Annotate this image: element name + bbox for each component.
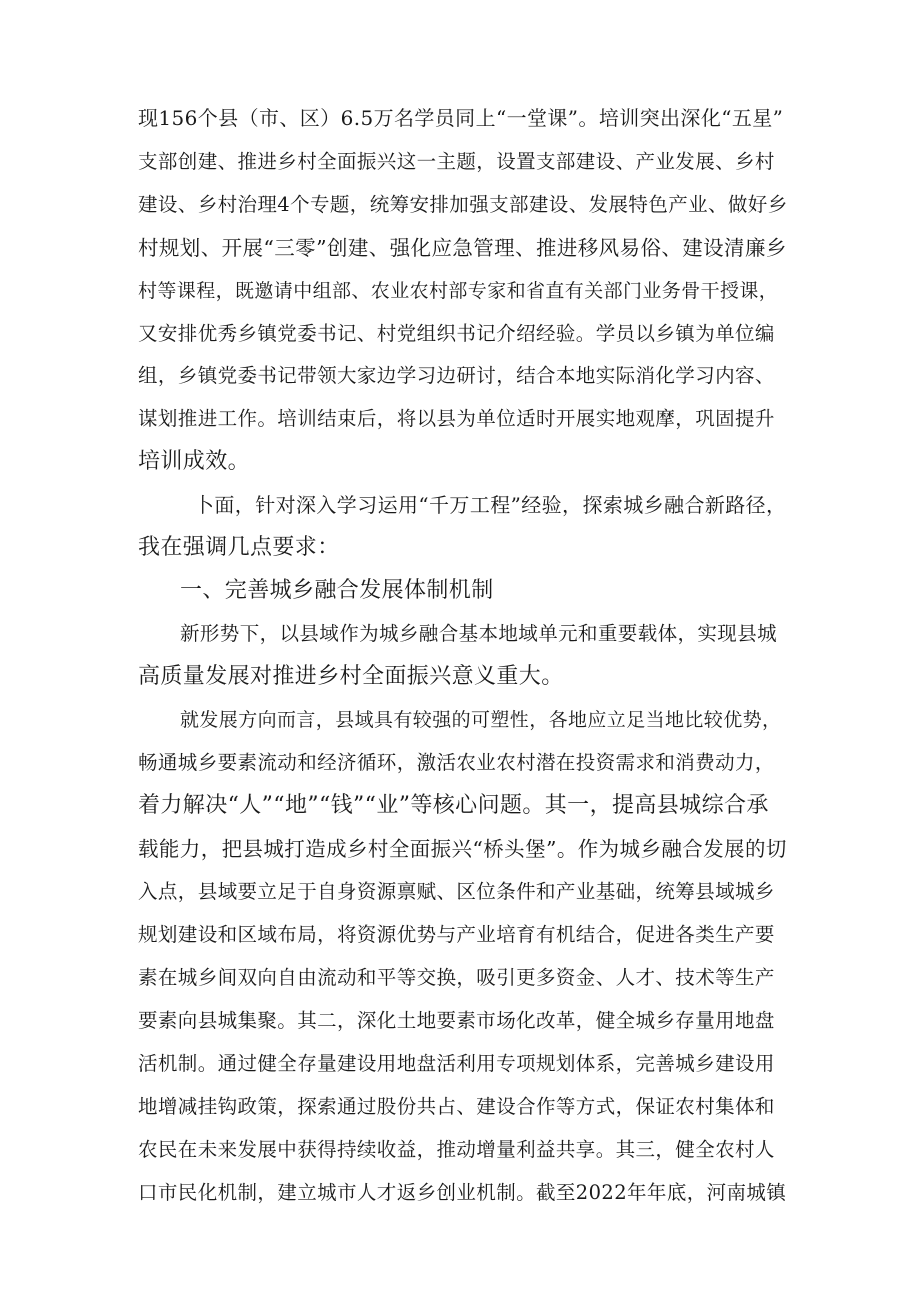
text-line: 着力解决“人”“地”“钱”“业”等核心问题。其一，提高县城综合承 <box>138 793 769 818</box>
text-line: 组，乡镇党委书记带领大家边学习边研讨，结合本地实际消化学习内容、 <box>138 364 775 387</box>
text-line: 培训成效。 <box>138 449 251 474</box>
text-line: 素在城乡间双向自由流动和平等交换，吸引更多资金、人才、技术等生产 <box>138 966 775 989</box>
text-line: 口市民化机制，建立城市人才返乡创业机制。截至2022年年底，河南城镇 <box>138 1181 787 1204</box>
text-line: 又安排优秀乡镇党委书记、村党组织书记介绍经验。学员以乡镇为单位编 <box>138 322 775 345</box>
section-heading: 一、完善城乡融合发展体制机制 <box>180 578 494 603</box>
text-line: 谋划推进工作。培训结束后，将以县为单位适时开展实地观摩，巩固提升 <box>138 407 775 430</box>
text-line: 建设、乡村治理4个专题，统筹安排加强支部建设、发展特色产业、做好乡 <box>138 193 788 216</box>
text-line: 我在强调几点要求： <box>138 535 340 560</box>
text-line: 村规划、开展“三零”创建、强化应急管理、推进移风易俗、建设清廉乡 <box>138 236 787 260</box>
text-line: 农民在未来发展中获得持续收益，推动增量利益共享。其三，健全农村人 <box>138 1138 775 1161</box>
paragraph-first-line: 新形势下，以县域作为城乡融合基本地域单元和重要载体，实现县城 <box>180 622 778 645</box>
text-line: 现156个县（市、区）6.5万名学员同上“一堂课”。培训突出深化“五星” <box>138 106 784 130</box>
text-line: 地增减挂钩政策，探索通过股份共占、建设合作等方式，保证农村集体和 <box>138 1095 775 1118</box>
text-line: 高质量发展对推进乡村全面振兴意义重大。 <box>138 664 564 689</box>
text-line: 畅通城乡要素流动和经济循环，激活农业农村潜在投资需求和消费动力， <box>138 751 775 774</box>
text-line: 活机制。通过健全存量建设用地盘活利用专项规划体系，完善城乡建设用 <box>138 1052 775 1075</box>
text-line: 入点，县域要立足于自身资源禀赋、区位条件和产业基础，统筹县域城乡 <box>138 880 775 903</box>
paragraph-first-line: 卜面，针对深入学习运用“千万工程”经验，探索城乡融合新路径， <box>194 493 787 517</box>
paragraph-first-line: 就发展方向而言，县域具有较强的可塑性，各地应立足当地比较优势， <box>180 709 782 731</box>
text-line: 村等课程，既邀请中组部、农业农村部专家和省直有关部门业务骨干授课， <box>138 280 779 302</box>
text-line: 支部创建、推进乡村全面振兴这一主题，设置支部建设、产业发展、乡村 <box>138 150 775 173</box>
text-line: 要素向县城集聚。其二，深化土地要素市场化改革，健全城乡存量用地盘 <box>138 1009 775 1032</box>
text-line: 载能力，把县城打造成乡村全面振兴“桥头堡”。作为城乡融合发展的切 <box>138 837 787 861</box>
text-line: 规划建设和区域布局，将资源优势与产业培育有机结合，促进各类生产要 <box>138 923 775 946</box>
